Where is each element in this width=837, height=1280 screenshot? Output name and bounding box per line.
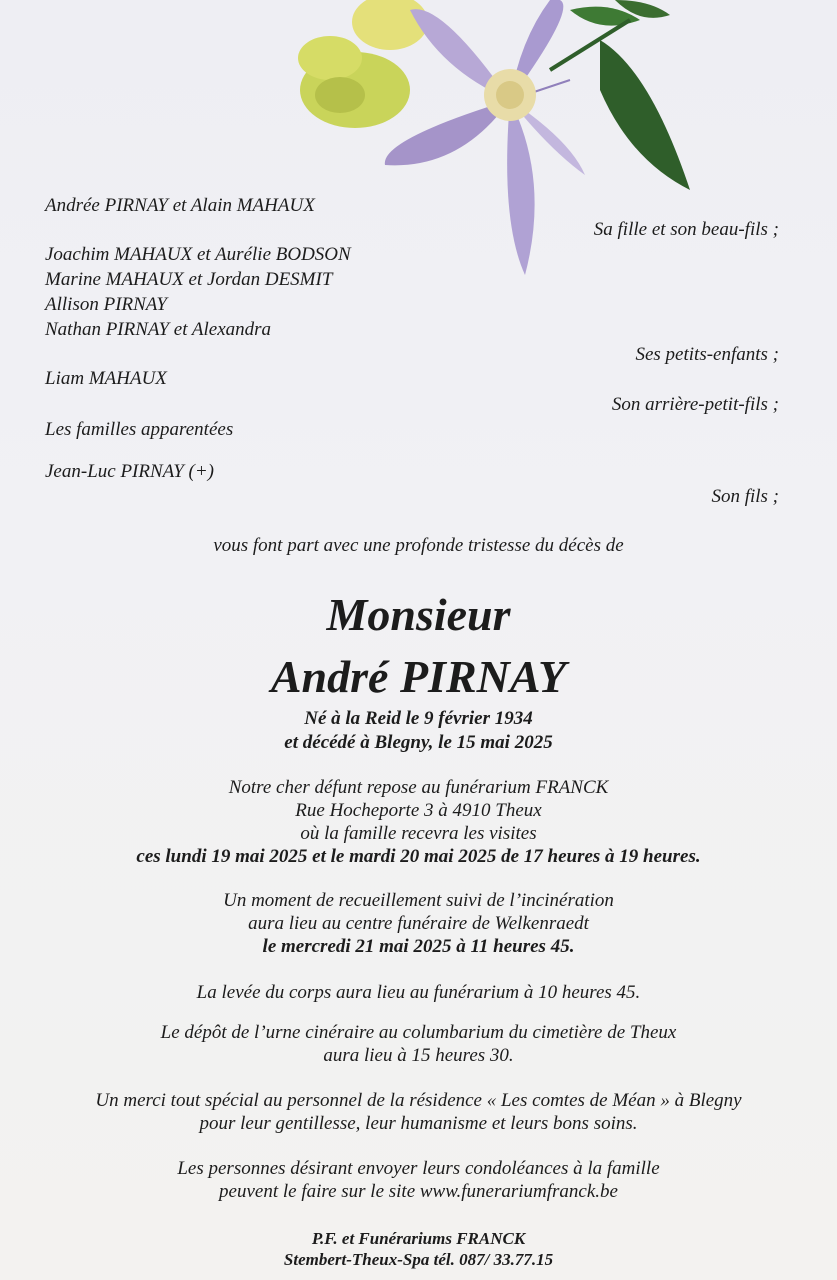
death-info: et décédé à Blegny, le 15 mai 2025 xyxy=(284,732,553,753)
daughter-role: Sa fille et son beau-fils ; xyxy=(593,219,779,240)
grandchildren-role: Ses petits-enfants ; xyxy=(635,344,779,365)
visits-line-3: où la famille recevra les visites xyxy=(300,823,537,844)
visits-dates: ces lundi 19 mai 2025 et le mardi 20 mai 2025 de 17 heures à 19 heures. xyxy=(136,846,701,867)
deceased-name: André PIRNAY xyxy=(270,651,567,702)
great-grandchild: Liam MAHAUX xyxy=(45,368,167,389)
related-families: Les familles apparentées xyxy=(45,419,234,440)
condolences-line-1: Les personnes désirant envoyer leurs condoléances à la famille xyxy=(177,1158,660,1179)
funeral-home-contact: Stembert-Theux-Spa tél. 087/ 33.77.15 xyxy=(283,1250,554,1269)
grandchild-1: Joachim MAHAUX et Aurélie BODSON xyxy=(45,244,351,265)
visits-line-2: Rue Hocheporte 3 à 4910 Theux xyxy=(295,800,542,821)
grandchild-3: Allison PIRNAY xyxy=(45,294,167,315)
levee-info: La levée du corps aura lieu au funérarium à 10 heures 45. xyxy=(196,982,641,1003)
urn-line-1: Le dépôt de l’urne cinéraire au columbarium du cimetière de Theux xyxy=(160,1022,677,1043)
condolences-line-2: peuvent le faire sur le site www.funerariumfranck.be xyxy=(219,1181,618,1202)
ceremony-line-2: aura lieu au centre funéraire de Welkenraedt xyxy=(248,913,589,934)
deceased-title: Monsieur xyxy=(326,589,511,640)
son-role: Son fils ; xyxy=(711,486,779,507)
grandchild-4: Nathan PIRNAY et Alexandra xyxy=(45,319,272,340)
ceremony-line-1: Un moment de recueillement suivi de l’incinération xyxy=(223,890,614,911)
ceremony-date: le mercredi 21 mai 2025 à 11 heures 45. xyxy=(262,936,575,957)
thanks-line-2: pour leur gentillesse, leur humanisme et leurs bons soins. xyxy=(199,1113,638,1134)
grandchild-2: Marine MAHAUX et Jordan DESMIT xyxy=(45,269,333,290)
thanks-line-1: Un merci tout spécial au personnel de la résidence « Les comtes de Méan » à Blegny xyxy=(95,1090,742,1111)
birth-info: Né à la Reid le 9 février 1934 xyxy=(304,708,533,729)
funeral-home-name: P.F. et Funérariums FRANCK xyxy=(311,1229,526,1248)
great-grandchild-role: Son arrière-petit-fils ; xyxy=(611,394,779,415)
urn-line-2: aura lieu à 15 heures 30. xyxy=(323,1045,514,1066)
announcement: vous font part avec une profonde tristesse du décès de xyxy=(213,535,624,556)
daughter-couple: Andrée PIRNAY et Alain MAHAUX xyxy=(45,195,315,216)
visits-line-1: Notre cher défunt repose au funérarium FRANCK xyxy=(228,777,609,798)
son-name: Jean-Luc PIRNAY (+) xyxy=(45,461,215,482)
